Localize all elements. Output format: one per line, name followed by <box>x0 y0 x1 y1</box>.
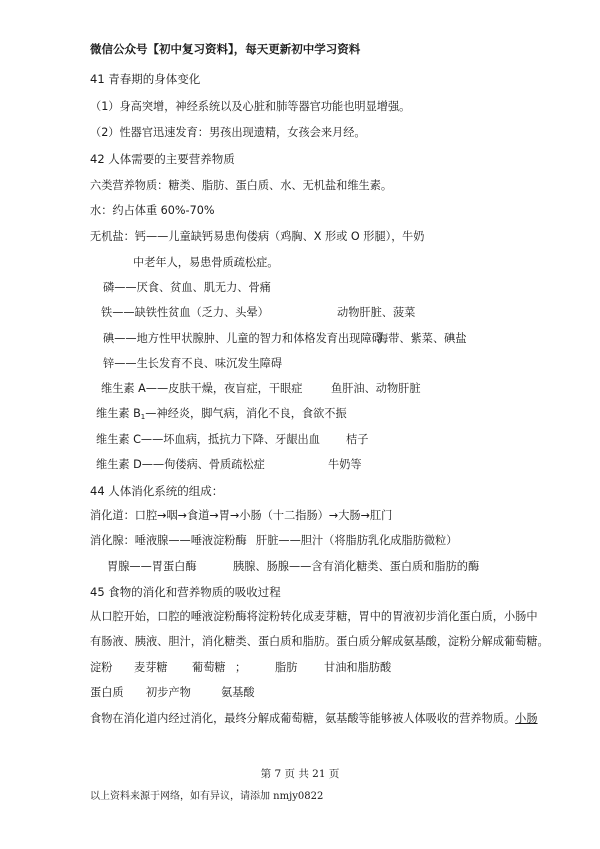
section-41-item-1: （1）身高突增，神经系统以及心脏和肺等器官功能也明显增强。 <box>90 100 411 113</box>
vitamin-a-deficiency: 维生素 A——皮肤干燥，夜盲症，干眼症 <box>101 382 303 395</box>
glycerol-fatty-acid-label: 甘油和脂肪酸 <box>324 661 392 674</box>
amino-acid-label: 氨基酸 <box>221 686 255 699</box>
vitamin-b1-subscript: 1 <box>140 413 146 421</box>
pancreas-intestinal-gland: 胰腺、肠腺——含有消化糖类、蛋白质和脂肪的酶 <box>233 560 480 573</box>
vitamin-b1-prefix: 维生素 B <box>96 407 141 420</box>
vitamin-b1-line <box>96 406 347 422</box>
vitamin-b1-suffix: —神经炎，脚气病，消化不良，食欲不振 <box>145 407 347 420</box>
liver: 肝脏——胆汁（将脂肪乳化成脂肪微粒） <box>256 534 458 547</box>
section-41-item-2: （2）性器官迅速发育：男孩出现遗精，女孩会来月经。 <box>90 126 366 139</box>
vitamin-d-deficiency: 维生素 D——佝偻病、骨质疏松症 <box>96 458 265 471</box>
zinc-line: 锌——生长发育不良、味沉发生障碍 <box>103 357 283 370</box>
iodine-deficiency: 碘——地方性甲状腺肿、儿童的智力和体格发育出现障碍 <box>103 332 383 345</box>
section-42-heading: 42 人体需要的主要营养物质 <box>90 152 235 166</box>
fat-label: 脂肪 <box>275 661 298 674</box>
iron-food: 动物肝脏、菠菜 <box>337 306 416 319</box>
digestion-paragraph-line-1: 从口腔开始，口腔的唾液淀粉酶将淀粉转化成麦芽糖，胃中的胃液初步消化蛋白质，小肠中 <box>90 610 538 623</box>
calcium-food: 牛奶 <box>402 230 425 243</box>
header-banner: 微信公众号【初中复习资料】，每天更新初中学习资料 <box>90 42 361 56</box>
six-nutrients-line: 六类营养物质：糖类、脂肪、蛋白质、水、无机盐和维生素。 <box>90 179 393 192</box>
salivary-gland: 消化腺：唾液腺——唾液淀粉酶 <box>90 534 247 547</box>
initial-product-label: 初步产物 <box>146 686 191 699</box>
section-45-heading: 45 食物的消化和营养物质的吸收过程 <box>90 585 281 599</box>
section-44-heading: 44 人体消化系统的组成： <box>90 484 224 498</box>
absorption-text: 食物在消化道内经过消化，最终分解成葡萄糖，氨基酸等能够被人体吸收的营养物质。 <box>90 712 516 725</box>
phosphorus-line: 磷——厌食、贫血、肌无力、骨痛 <box>103 281 271 294</box>
calcium-deficiency: 无机盐：钙——儿童缺钙易患佝偻病（鸡胸、X 形或 O 形腿）， <box>90 230 403 243</box>
vitamin-d-food: 牛奶等 <box>328 458 362 471</box>
source-note: 以上资料来源于网络，如有异议，请添加 nmjy0822 <box>90 791 324 802</box>
absorption-paragraph-line <box>90 711 538 727</box>
glucose-label: 葡萄糖 <box>192 661 226 674</box>
water-line: 水：约占体重 60%-70% <box>90 204 215 217</box>
starch-label: 淀粉 <box>90 661 113 674</box>
digestive-tract-line: 消化道：口腔→咽→食道→胃→小肠（十二指肠）→大肠→肛门 <box>90 509 393 522</box>
protein-label: 蛋白质 <box>90 686 124 699</box>
row-semicolon: ； <box>235 661 247 674</box>
vitamin-c-food: 桔子 <box>346 433 369 446</box>
iron-deficiency: 铁——缺铁性贫血（乏力、头晕） <box>101 306 269 319</box>
calcium-elderly-line: 中老年人，易患骨质疏松症。 <box>133 256 279 269</box>
maltose-label: 麦芽糖 <box>134 661 168 674</box>
digestion-paragraph-line-2: 有肠液、胰液、胆汁，消化糖类、蛋白质和脂肪。蛋白质分解成氨基酸，淀粉分解成葡萄糖。 <box>90 635 549 648</box>
vitamin-a-food: 鱼肝油、动物肝脏 <box>331 382 421 395</box>
vitamin-c-deficiency: 维生素 C——坏血病，抵抗力下降、牙龈出血 <box>96 433 320 446</box>
page-number: 第 7 页 共 21 页 <box>260 768 340 780</box>
small-intestine-underlined: 小肠 <box>515 712 538 725</box>
section-41-heading: 41 青春期的身体变化 <box>90 72 201 86</box>
iodine-food: 海带、紫菜、碘盐 <box>377 332 467 345</box>
gastric-gland: 胃腺——胃蛋白酶 <box>107 560 197 573</box>
